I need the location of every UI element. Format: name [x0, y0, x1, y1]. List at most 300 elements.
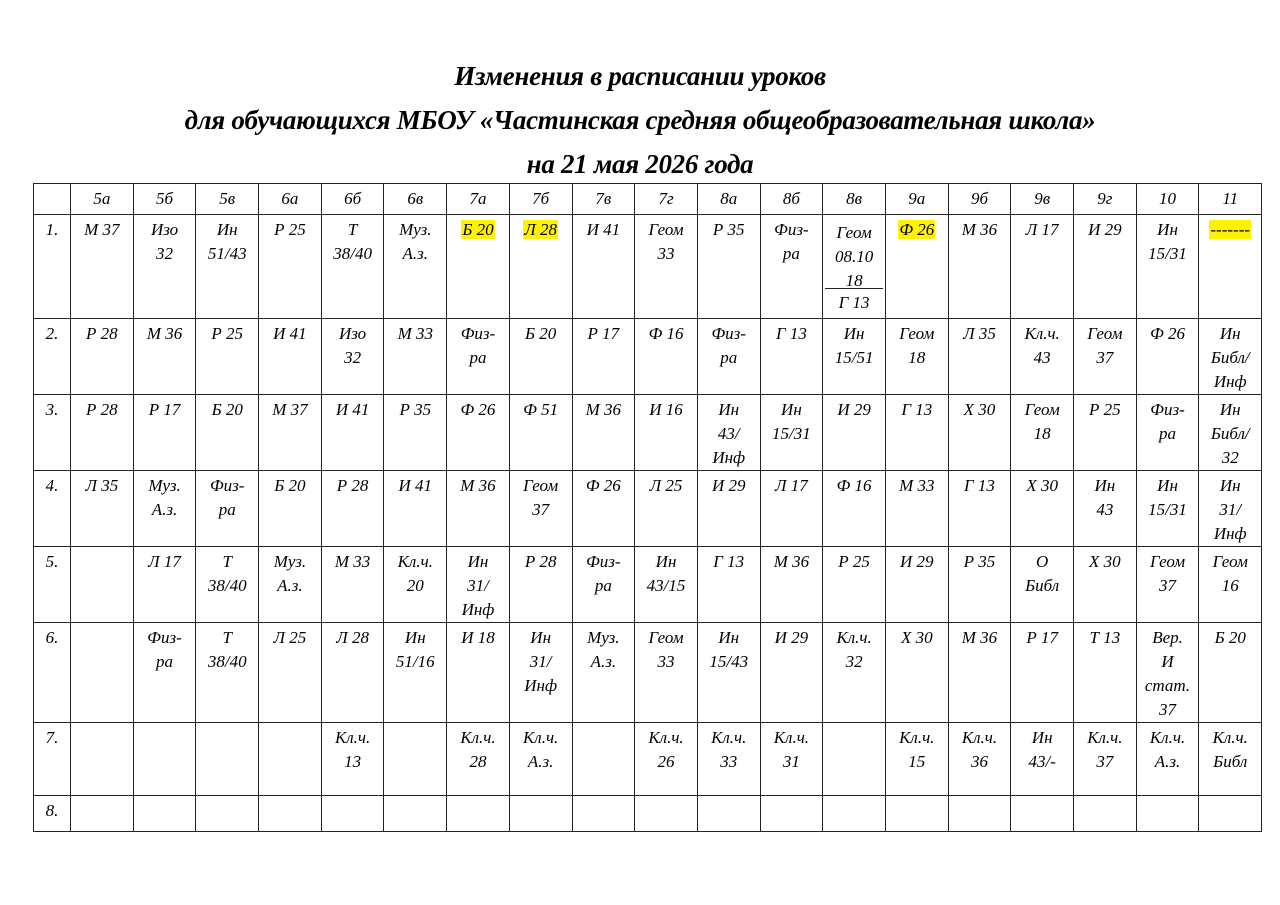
lesson-number: 7. — [34, 723, 71, 796]
cell-line: Геом — [523, 476, 559, 495]
schedule-cell — [509, 547, 572, 623]
schedule-cell — [635, 395, 698, 471]
schedule-cell — [697, 395, 760, 471]
cell-line: А.з. — [527, 752, 554, 771]
cell-line: 32 — [156, 244, 174, 263]
schedule-cell — [1011, 319, 1074, 395]
schedule-cell — [259, 547, 322, 623]
cell-line: 08.10 — [834, 247, 874, 266]
class-header-cell: 7г — [635, 184, 698, 215]
schedule-cell — [948, 395, 1011, 471]
cell-line: 43/15 — [646, 576, 686, 595]
schedule-cell — [635, 319, 698, 395]
cell-line: И 29 — [837, 400, 871, 419]
cell-line: Кл.ч. — [648, 728, 684, 747]
cell-line: Вер. — [1152, 628, 1183, 647]
schedule-cell — [572, 471, 635, 547]
cell-line: Х 30 — [1026, 476, 1058, 495]
cell-line: ра — [720, 348, 738, 367]
schedule-cell — [697, 471, 760, 547]
cell-line: Т — [222, 628, 232, 647]
cell-line: 15/31 — [1148, 244, 1187, 263]
cell-line: Библ/ — [1210, 348, 1250, 367]
schedule-cell — [196, 547, 259, 623]
cell-line: Муз. — [587, 628, 620, 647]
cell-line: Х 30 — [963, 400, 996, 419]
cell-line: Р 35 — [712, 220, 745, 239]
cell-line: И 29 — [900, 552, 934, 571]
schedule-cell — [447, 395, 510, 471]
cell-line: 37 — [1096, 752, 1114, 771]
schedule-cell — [259, 471, 322, 547]
schedule-cell — [572, 395, 635, 471]
cell-line: И 16 — [649, 400, 683, 419]
cell-line: Кл.ч. — [711, 728, 747, 747]
schedule-cell — [259, 623, 322, 723]
cell-line: Геом — [1149, 552, 1186, 571]
schedule-cell — [259, 215, 322, 319]
schedule-cell — [948, 319, 1011, 395]
cell-line: Ин — [467, 552, 489, 571]
schedule-cell — [948, 471, 1011, 547]
schedule-cell — [384, 471, 447, 547]
cell-line: Кл.ч. — [397, 552, 433, 571]
schedule-cell — [259, 395, 322, 471]
cell-line: Ф 51 — [523, 400, 559, 419]
class-header-cell: 9а — [885, 184, 948, 215]
schedule-cell — [1074, 215, 1137, 319]
cell-line: Ин — [843, 324, 865, 343]
schedule-cell — [384, 623, 447, 723]
class-header-cell: 7в — [572, 184, 635, 215]
cell-line: 43/ — [717, 424, 740, 443]
lesson-row — [34, 471, 1262, 547]
cell-line: 15/43 — [709, 652, 749, 671]
schedule-cell — [1011, 547, 1074, 623]
lesson-number: 5. — [34, 547, 71, 623]
cell-line: Кл.ч. — [961, 728, 998, 747]
schedule-cell — [572, 723, 635, 796]
schedule-cell — [885, 395, 948, 471]
header-row — [34, 184, 1262, 215]
schedule-cell — [133, 319, 196, 395]
schedule-cell — [509, 395, 572, 471]
schedule-cell — [948, 623, 1011, 723]
lesson-row — [34, 623, 1262, 723]
schedule-cell — [635, 547, 698, 623]
document-title — [0, 54, 1280, 186]
cell-line: ра — [469, 348, 487, 367]
cell-line: Инф — [712, 448, 746, 467]
schedule-cell — [1011, 471, 1074, 547]
cell-line: 38/40 — [207, 652, 247, 671]
cell-line: 31/ — [467, 576, 489, 595]
cell-line: Б 20 — [1214, 628, 1246, 647]
schedule-cell — [259, 796, 322, 832]
schedule-cell — [635, 215, 698, 319]
schedule-cell — [321, 796, 384, 832]
schedule-cell — [948, 796, 1011, 832]
schedule-cell — [1136, 796, 1199, 832]
schedule-cell — [196, 796, 259, 832]
highlighted-text: ------- — [1210, 220, 1251, 239]
lesson-number: 6. — [34, 623, 71, 723]
schedule-cell — [1074, 319, 1137, 395]
highlighted-text: Ф 26 — [899, 220, 935, 239]
schedule-cell — [572, 215, 635, 319]
schedule-cell — [71, 215, 134, 319]
schedule-cell — [509, 796, 572, 832]
cell-line: Ин — [718, 628, 740, 647]
cell-line: Р 28 — [86, 400, 118, 419]
cell-line: Р 28 — [336, 476, 369, 495]
schedule-cell — [447, 796, 510, 832]
schedule-cell — [259, 723, 322, 796]
cell-line: Б 20 — [211, 400, 243, 419]
schedule-cell — [133, 796, 196, 832]
schedule-cell — [572, 623, 635, 723]
lesson-row — [34, 547, 1262, 623]
cell-line: И 41 — [398, 476, 433, 495]
cell-line: Ин — [655, 552, 677, 571]
cell-line: Л 17 — [148, 552, 181, 571]
cell-line: Ин — [216, 220, 238, 239]
schedule-cell — [321, 215, 384, 319]
cell-line: Библ — [1213, 752, 1248, 771]
schedule-cell — [823, 215, 886, 319]
cell-line: 43/- — [1028, 752, 1056, 771]
cell-line: М 33 — [397, 324, 433, 343]
schedule-cell — [321, 547, 384, 623]
schedule-cell — [635, 723, 698, 796]
cell-line: М 36 — [146, 324, 183, 343]
schedule-cell — [823, 395, 886, 471]
schedule-cell — [71, 471, 134, 547]
schedule-cell — [509, 215, 572, 319]
cell-line: Кл.ч. — [1212, 728, 1248, 747]
schedule-cell — [447, 723, 510, 796]
cell-line: Р 25 — [274, 220, 306, 239]
cell-line: Кл.ч. — [1087, 728, 1123, 747]
schedule-cell — [1011, 215, 1074, 319]
schedule-cell — [1011, 623, 1074, 723]
cell-line: Физ- — [460, 324, 496, 343]
schedule-cell — [384, 395, 447, 471]
schedule-cell — [71, 623, 134, 723]
class-header-cell: 5б — [133, 184, 196, 215]
cell-line: ра — [218, 500, 236, 519]
cell-line: Р 28 — [524, 552, 557, 571]
cell-line: И 41 — [586, 220, 621, 239]
cell-line: А.з. — [277, 576, 303, 595]
schedule-cell — [697, 796, 760, 832]
cell-line: Ин — [530, 628, 552, 647]
cell-line: Л 35 — [963, 324, 996, 343]
schedule-cell — [760, 547, 823, 623]
schedule-cell — [384, 319, 447, 395]
cell-line: И 41 — [335, 400, 370, 419]
schedule-cell — [321, 623, 384, 723]
cell-line: 15/31 — [772, 424, 811, 443]
schedule-cell — [196, 471, 259, 547]
schedule-cell — [823, 319, 886, 395]
schedule-cell — [1074, 623, 1137, 723]
schedule-cell — [885, 215, 948, 319]
split-cell-top — [825, 218, 883, 288]
cell-line: 32 — [845, 652, 863, 671]
cell-line: Л 17 — [1025, 220, 1059, 239]
schedule-cell — [321, 471, 384, 547]
cell-line: 37 — [532, 500, 550, 519]
cell-line: А.з. — [1154, 752, 1181, 771]
class-header-cell: 8в — [823, 184, 886, 215]
schedule-cell — [760, 723, 823, 796]
class-header-cell: 6б — [321, 184, 384, 215]
schedule-cell — [196, 395, 259, 471]
cell-line: 31/ — [1219, 500, 1242, 519]
schedule-cell — [133, 623, 196, 723]
cell-line: Р 17 — [1026, 628, 1058, 647]
schedule-cell — [133, 547, 196, 623]
class-header-cell: 8б — [760, 184, 823, 215]
cell-line: М 36 — [773, 552, 810, 571]
schedule-cell — [1074, 723, 1137, 796]
cell-line: стат. — [1144, 676, 1191, 695]
schedule-cell — [447, 471, 510, 547]
schedule-cell — [697, 319, 760, 395]
schedule-cell — [321, 723, 384, 796]
cell-line: Р 25 — [838, 552, 870, 571]
schedule-cell — [1074, 395, 1137, 471]
schedule-cell — [447, 623, 510, 723]
cell-line: 18 — [908, 348, 926, 367]
cell-line: Библ/ — [1210, 424, 1250, 443]
class-header-cell: 7б — [509, 184, 572, 215]
cell-line: Р 25 — [1089, 400, 1121, 419]
schedule-cell — [697, 547, 760, 623]
cell-line: 33 — [657, 244, 675, 263]
cell-line: 32 — [1221, 448, 1239, 467]
cell-line: 32 — [344, 348, 362, 367]
schedule-cell — [447, 215, 510, 319]
cell-line: Ин — [1094, 476, 1116, 495]
cell-line: Л 35 — [85, 476, 119, 495]
schedule-cell — [509, 623, 572, 723]
schedule-cell — [823, 723, 886, 796]
schedule-cell — [1136, 623, 1199, 723]
cell-line: Ин — [1219, 400, 1241, 419]
schedule-cell — [697, 623, 760, 723]
cell-line: 51/16 — [395, 652, 435, 671]
cell-line: А.з. — [151, 500, 178, 519]
cell-line: О — [1036, 552, 1049, 571]
cell-line: Г 13 — [901, 400, 933, 419]
cell-line: Л 25 — [649, 476, 683, 495]
schedule-cell — [572, 796, 635, 832]
cell-line: Кл.ч. — [1024, 324, 1060, 343]
cell-line: М 37 — [272, 400, 308, 419]
cell-line: Физ- — [711, 324, 746, 343]
cell-line: Ф 26 — [460, 400, 496, 419]
highlighted-text: Б 20 — [462, 220, 494, 239]
cell-line: 20 — [406, 576, 424, 595]
schedule-cell — [509, 723, 572, 796]
cell-line: Р 35 — [399, 400, 432, 419]
cell-line — [512, 218, 570, 242]
cell-line: Л 25 — [273, 628, 307, 647]
cell-line: Ин — [1031, 728, 1053, 747]
lesson-number: 3. — [34, 395, 71, 471]
cell-line: 16 — [1221, 576, 1239, 595]
cell-line: М 37 — [84, 220, 120, 239]
schedule-cell — [1199, 796, 1262, 832]
cell-line: Т — [347, 220, 358, 239]
schedule-cell — [196, 215, 259, 319]
schedule-cell — [384, 547, 447, 623]
schedule-cell — [760, 319, 823, 395]
cell-line: Кл.ч. — [899, 728, 935, 747]
cell-line: Г 13 — [964, 476, 995, 495]
cell-line: Инф — [524, 676, 558, 695]
cell-line: Р 17 — [148, 400, 181, 419]
class-header-cell: 5в — [196, 184, 259, 215]
lesson-row — [34, 723, 1262, 796]
cell-line: Б 20 — [525, 324, 557, 343]
cell-line: 43 — [1096, 500, 1114, 519]
class-header-cell: 7а — [447, 184, 510, 215]
cell-line: М 33 — [899, 476, 935, 495]
cell-line: Б 20 — [274, 476, 306, 495]
cell-line: 26 — [657, 752, 675, 771]
schedule-cell — [1074, 547, 1137, 623]
cell-line: ра — [1159, 424, 1177, 443]
schedule-cell — [1136, 723, 1199, 796]
cell-line: 38/40 — [207, 576, 247, 595]
cell-line: Изо — [339, 324, 367, 343]
cell-line: Муз. — [273, 552, 307, 571]
cell-line: Кл.ч. — [334, 728, 371, 747]
schedule-cell — [948, 547, 1011, 623]
cell-line — [1201, 218, 1259, 242]
cell-line: Ин — [1157, 220, 1178, 239]
schedule-cell — [823, 796, 886, 832]
cell-line: Ин — [718, 400, 740, 419]
cell-line: И 29 — [774, 628, 809, 647]
cell-line: Геом — [899, 324, 935, 343]
schedule-cell — [321, 319, 384, 395]
cell-line: Физ- — [774, 220, 809, 239]
title-line-3: на 21 мая 2026 года — [526, 149, 754, 179]
cell-line: Геом — [1024, 400, 1060, 419]
schedule-cell — [1011, 796, 1074, 832]
cell-line: Р 17 — [587, 324, 620, 343]
schedule-cell — [1136, 395, 1199, 471]
cell-line: И 29 — [1088, 220, 1122, 239]
cell-line: Библ — [1025, 576, 1060, 595]
cell-line: Инф — [1213, 524, 1247, 543]
cell-line: Кл.ч. — [460, 728, 496, 747]
schedule-cell — [948, 215, 1011, 319]
schedule-cell — [384, 215, 447, 319]
cell-line: М 33 — [334, 552, 371, 571]
cell-line: Ин — [781, 400, 802, 419]
cell-line: 51/43 — [207, 244, 247, 263]
cell-line: Геом — [648, 628, 684, 647]
schedule-cell — [948, 723, 1011, 796]
cell-line: Муз. — [399, 220, 432, 239]
cell-line — [449, 218, 507, 242]
schedule-cell — [384, 796, 447, 832]
schedule-cell — [1136, 471, 1199, 547]
schedule-table — [33, 183, 1262, 832]
schedule-cell — [885, 796, 948, 832]
schedule-cell — [1074, 471, 1137, 547]
cell-line: Р 35 — [963, 552, 996, 571]
schedule-cell — [885, 319, 948, 395]
cell-line: Р 25 — [211, 324, 244, 343]
cell-line: 36 — [970, 752, 988, 771]
schedule-cell — [760, 796, 823, 832]
schedule-cell — [259, 319, 322, 395]
schedule-cell — [823, 547, 886, 623]
cell-line: Т 13 — [1089, 628, 1121, 647]
schedule-cell — [71, 395, 134, 471]
cell-line: Ин — [1219, 476, 1241, 495]
schedule-cell — [384, 723, 447, 796]
split-cell-bottom: Г 13 — [825, 288, 883, 318]
cell-line: Л 17 — [775, 476, 808, 495]
cell-line: Кл.ч. — [836, 628, 872, 647]
schedule-cell — [760, 471, 823, 547]
schedule-cell — [196, 319, 259, 395]
cell-line: 38/40 — [333, 244, 372, 263]
cell-line: Физ- — [147, 628, 182, 647]
cell-line: Г 13 — [775, 324, 807, 343]
schedule-cell — [133, 471, 196, 547]
schedule-cell — [823, 623, 886, 723]
cell-line: Ф 26 — [1150, 324, 1185, 343]
cell-line: 18 — [1033, 424, 1051, 443]
schedule-cell — [760, 215, 823, 319]
schedule-cell — [697, 215, 760, 319]
schedule-cell — [572, 319, 635, 395]
cell-line: Муз. — [148, 476, 181, 495]
schedule-cell — [1136, 547, 1199, 623]
schedule-cell — [133, 215, 196, 319]
cell-line: 37 — [1159, 576, 1177, 595]
schedule-cell — [885, 623, 948, 723]
schedule-cell — [71, 547, 134, 623]
cell-line: Кл.ч. — [1149, 728, 1186, 747]
title-line-2: для обучающихся МБОУ «Частинская средняя общеобразовательная школа» — [184, 105, 1096, 135]
cell-line: 37 — [1096, 348, 1114, 367]
cell-line: И 18 — [461, 628, 495, 647]
cell-line: Физ- — [209, 476, 245, 495]
cell-line: Физ- — [586, 552, 621, 571]
schedule-cell — [1011, 723, 1074, 796]
cell-line: 43 — [1033, 348, 1051, 367]
cell-line: Ин — [1157, 476, 1178, 495]
cell-line: Ф 16 — [836, 476, 872, 495]
lesson-number: 2. — [34, 319, 71, 395]
class-header-cell: 6а — [259, 184, 322, 215]
schedule-cell — [1199, 215, 1262, 319]
schedule-cell — [635, 796, 698, 832]
lesson-number: 1. — [34, 215, 71, 319]
highlighted-text: Л 28 — [524, 220, 558, 239]
schedule-cell — [196, 723, 259, 796]
schedule-cell — [823, 471, 886, 547]
